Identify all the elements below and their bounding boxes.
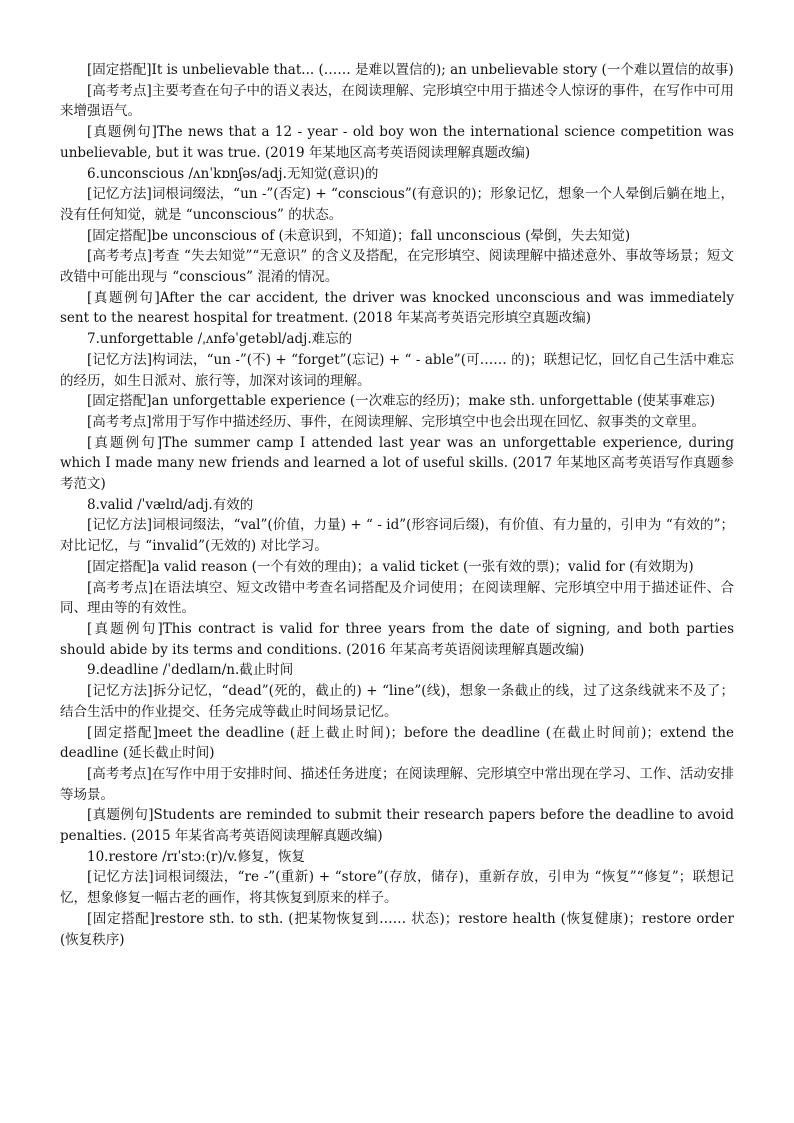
paragraph: [真题例句]This contract is valid for three years from the date of signing, and both parties should abide by its terms and conditions. (2016 年某高考英语阅读理解真题改编) xyxy=(60,620,734,658)
paragraph: [记忆方法]词根词缀法，“val”(价值，力量) + “ - id”(形容词后缀)，有价值、有力量的，引申为 “有效的”；对比记忆，与 “invalid”(无效的) 对比学习。 xyxy=(60,517,734,555)
paragraph: [固定搭配]be unconscious of (未意识到，不知道)；fall unconscious (晕倒，失去知觉) xyxy=(87,227,631,244)
entry-heading: 9.deadline /ˈdedlaɪn/n.截止时间 xyxy=(87,662,294,679)
paragraph: [高考考点]主要考查在句子中的语义表达，在阅读理解、完形填空中用于描述令人惊讶的事件，在写作中可用来增强语气。 xyxy=(60,82,734,120)
paragraph: [记忆方法]词根词缀法，“un -”(否定) + “conscious”(有意识的)；形象记忆，想象一个人晕倒后躺在地上，没有任何知觉，就是 “unconscious” 的状态。 xyxy=(60,186,734,223)
paragraph: [固定搭配]It is unbelievable that... (…… 是难以置信的); an unbelievable story (一个难以置信的故事) xyxy=(87,62,734,78)
paragraph: [真题例句]The news that a 12 - year - old boy won the international science competition was unbelievable, but it was true. (2019 年某地区高考英语阅读理解真题改编) xyxy=(60,124,734,161)
paragraph: [真题例句]After the car accident, the driver was knocked unconscious and was immediately sent to the nearest hospital for treatment. (2018 年某高考英语完形填空真题改编) xyxy=(60,289,734,327)
paragraph: [固定搭配]meet the deadline (赶上截止时间)；before the deadline (在截止时间前)；extend the deadline (延长截止时间) xyxy=(60,724,734,762)
entry-heading: 7.unforgettable /ˌʌnfəˈgetəbl/adj.难忘的 xyxy=(87,331,353,348)
paragraph: [固定搭配]restore sth. to sth. (把某物恢复到…… 状态)；restore health (恢复健康)；restore order (恢复秩序) xyxy=(60,910,734,948)
paragraph: [高考考点]常用于写作中描述经历、事件，在阅读理解、完形填空中也会出现在回忆、叙事类的文章里。 xyxy=(87,413,706,430)
paragraph: [高考考点]在写作中用于安排时间、描述任务进度；在阅读理解、完形填空中常出现在学习、工作、活动安排等场景。 xyxy=(60,765,734,803)
paragraph: [固定搭配]an unforgettable experience (一次难忘的经历)；make sth. unforgettable (使某事难忘) xyxy=(87,393,716,410)
paragraph: [真题例句]Students are reminded to submit their research papers before the deadline to avoid penalties. (2015 年某省高考英语阅读理解真题改编) xyxy=(60,807,734,845)
paragraph: [真题例句]The summer camp I attended last year was an unforgettable experience, during which I made many new friends and learned a lot of useful skills. (2017 年某地区高考英语写作真题参考范文) xyxy=(60,434,734,493)
paragraph: [记忆方法]构词法，“un -”(不) + “forget”(忘记) + “ - able”(可…… 的)；联想记忆，回忆自己生活中难忘的经历，如生日派对、旅行等，加深对该词的理解。 xyxy=(60,351,734,389)
document-page xyxy=(60,60,734,950)
paragraph: [记忆方法]拆分记忆，“dead”(死的，截止的) + “line”(线)，想象一条截止的线，过了这条线就来不及了；结合生活中的作业提交、任务完成等截止时间场景记忆。 xyxy=(60,683,734,720)
entry-heading: 8.valid /ˈvælɪd/adj.有效的 xyxy=(87,496,254,513)
paragraph: [记忆方法]词根词缀法，“re -”(重新) + “store”(存放，储存)，重新存放，引申为 “恢复”“修复”；联想记忆，想象修复一幅古老的画作，将其恢复到原来的样子。 xyxy=(60,869,734,907)
paragraph: [高考考点]在语法填空、短文改错中考查名词搭配及介词使用；在阅读理解、完形填空中用于描述证件、合同、理由等的有效性。 xyxy=(60,579,734,617)
entry-heading: 6.unconscious /ʌnˈkɒnʃəs/adj.无知觉(意识)的 xyxy=(87,165,379,182)
entry-heading: 10.restore /rɪˈstɔː(r)/v.修复，恢复 xyxy=(87,848,305,865)
paragraph: [高考考点]考查 “失去知觉”“无意识” 的含义及搭配，在完形填空、阅读理解中描述意外、事故等场景；短文改错中可能出现与 “conscious” 混淆的情况。 xyxy=(60,248,734,286)
paragraph: [固定搭配]a valid reason (一个有效的理由)；a valid ticket (一张有效的票)；valid for (有效期为) xyxy=(87,558,694,575)
